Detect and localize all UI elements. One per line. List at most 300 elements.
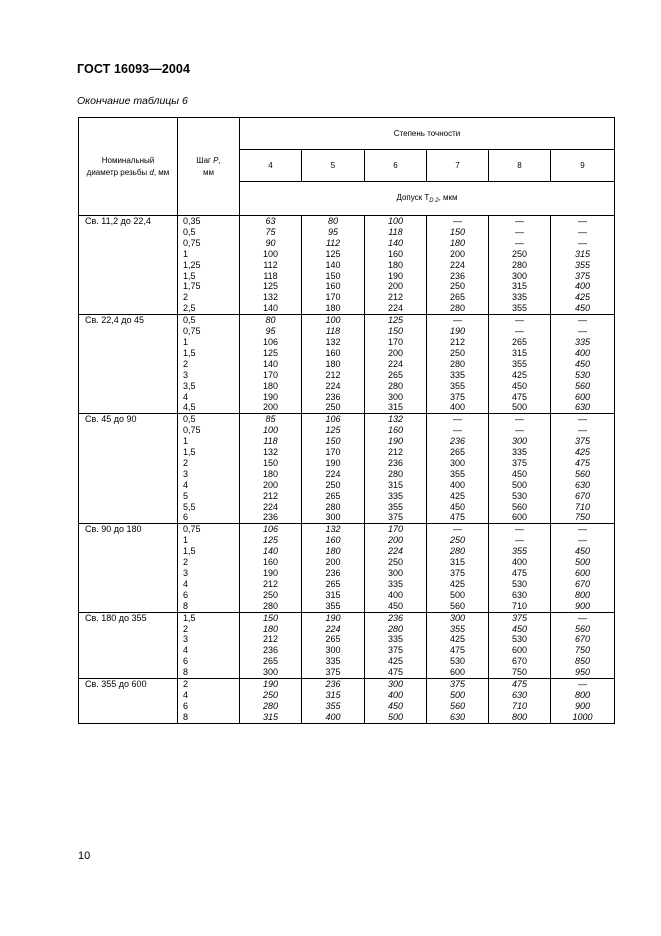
tolerance-value: 63 xyxy=(265,216,276,226)
tolerance-column-cell xyxy=(489,524,551,612)
tolerance-value: — xyxy=(453,524,462,535)
tolerance-value: 300 xyxy=(511,436,528,447)
tolerance-value: — xyxy=(453,414,462,425)
diameter-header-unit: , мм xyxy=(153,167,170,177)
pitch-value: 4 xyxy=(183,391,189,402)
tolerance-value: — xyxy=(515,315,524,326)
pitch-value: 1,75 xyxy=(183,281,201,292)
tolerance-value: 250 xyxy=(325,402,341,413)
tolerance-value: 280 xyxy=(262,700,279,711)
tolerance-value: 140 xyxy=(262,303,279,314)
tolerance-prefix: Допуск T xyxy=(396,193,430,202)
tolerance-value: 450 xyxy=(511,468,528,479)
tolerance-value: 530 xyxy=(449,656,466,667)
tolerance-value: — xyxy=(578,524,587,535)
tolerance-value: 170 xyxy=(325,292,341,303)
tolerance-value: 118 xyxy=(263,270,278,281)
tolerance-value: 95 xyxy=(327,226,338,237)
tolerance-column-cell xyxy=(427,524,489,612)
tolerance-value: 355 xyxy=(511,303,528,314)
tolerance-value: 355 xyxy=(511,358,528,369)
tolerance-value: 180 xyxy=(325,358,341,369)
tolerance-value: 375 xyxy=(511,612,528,623)
tolerance-value: 355 xyxy=(449,380,466,391)
diameter-range-cell: Св. 355 до 600 xyxy=(79,679,178,724)
tolerance-value: 250 xyxy=(325,479,341,490)
tolerance-value: 900 xyxy=(574,700,591,711)
tolerance-value: 250 xyxy=(449,281,466,292)
tolerance-value: 670 xyxy=(574,490,591,501)
tolerance-column-cell xyxy=(302,315,365,414)
tolerance-value: 355 xyxy=(325,600,341,611)
tolerance-value: 375 xyxy=(574,270,591,281)
tolerance-value: 630 xyxy=(574,479,591,490)
tolerance-value: 850 xyxy=(574,656,591,667)
tolerance-column-cell xyxy=(240,315,302,414)
tolerance-value: 450 xyxy=(449,501,466,512)
document-title: ГОСТ 16093—2004 xyxy=(77,62,191,76)
pitch-value: 4 xyxy=(183,645,189,656)
tolerance-value: 250 xyxy=(449,535,466,546)
tolerance-value: 560 xyxy=(574,380,591,391)
tolerance-value: 160 xyxy=(325,535,341,546)
tolerance-value: 450 xyxy=(511,623,528,634)
tolerance-value: 224 xyxy=(387,303,404,314)
tolerance-value: 100 xyxy=(262,425,279,436)
tolerance-value: 315 xyxy=(449,557,466,568)
tolerance-column-cell xyxy=(489,315,551,414)
pitch-value: 1 xyxy=(183,535,189,546)
tolerance-value: 106 xyxy=(262,336,279,347)
tolerance-value: 560 xyxy=(511,501,528,512)
grade-header-cell: 4 xyxy=(240,150,302,182)
tolerance-unit: , мкм xyxy=(438,193,458,202)
tolerance-column-cell xyxy=(551,612,615,678)
pitch-value: 0,75 xyxy=(183,237,201,248)
pitch-value: 2 xyxy=(183,292,189,303)
diameter-group-row xyxy=(79,524,615,612)
tolerance-value: 212 xyxy=(325,369,341,380)
tolerance-value: 300 xyxy=(387,568,404,578)
tolerance-value: 375 xyxy=(511,457,528,468)
tolerance-value: 224 xyxy=(325,468,341,479)
pitch-value: 6 xyxy=(183,700,189,711)
tolerance-value: 300 xyxy=(262,667,279,678)
tolerance-value: 500 xyxy=(574,557,591,568)
pitch-header-var: P xyxy=(213,156,219,166)
tolerance-value: 800 xyxy=(574,689,591,700)
pitch-value: 1,5 xyxy=(183,546,196,557)
tolerance-column-cell xyxy=(551,315,615,414)
tolerance-value: 100 xyxy=(325,315,341,326)
tolerance-value: 118 xyxy=(388,226,403,237)
tolerance-column-cell xyxy=(240,414,302,524)
diameter-range-cell: Св. 90 до 180 xyxy=(79,524,178,612)
tolerance-value: 190 xyxy=(325,612,341,623)
pitch-value: 1,5 xyxy=(183,447,196,458)
tolerance-column-cell xyxy=(551,524,615,612)
tolerance-value: 170 xyxy=(387,336,404,347)
tolerance-value: 180 xyxy=(262,380,279,391)
grade-header-cell: 9 xyxy=(551,150,615,182)
tolerance-column-cell xyxy=(302,524,365,612)
pitch-value: 3 xyxy=(183,634,189,645)
tolerance-value: 100 xyxy=(387,216,404,226)
tolerance-value: 375 xyxy=(574,436,591,447)
tolerance-value: — xyxy=(515,216,524,226)
tolerance-value: 315 xyxy=(574,248,591,259)
tolerance-value: 560 xyxy=(574,623,591,634)
tolerance-value: — xyxy=(515,414,524,425)
tolerance-value: 375 xyxy=(387,512,404,523)
tolerance-value: 335 xyxy=(387,634,404,645)
tolerance-value: 950 xyxy=(574,667,591,678)
tolerance-value: 150 xyxy=(387,326,404,337)
diameter-range-cell: Св. 180 до 355 xyxy=(79,612,178,678)
tolerance-value: 132 xyxy=(387,414,404,425)
pitch-value: 2 xyxy=(183,679,189,690)
tolerance-value: 118 xyxy=(263,436,278,447)
tolerance-value: 265 xyxy=(449,292,466,303)
pitch-value: 1,5 xyxy=(183,270,196,281)
diameter-group-row xyxy=(79,315,615,414)
tolerance-value: 224 xyxy=(325,623,341,634)
tolerance-value: 95 xyxy=(265,326,276,337)
tolerance-value: 400 xyxy=(325,711,341,722)
pitch-column-header: Шаг P, мм xyxy=(178,118,240,216)
tolerance-value: 132 xyxy=(325,336,341,347)
pitch-value: 6 xyxy=(183,656,189,667)
tolerance-value: 200 xyxy=(387,281,404,292)
tolerance-value: 236 xyxy=(449,436,466,447)
tolerance-value: 335 xyxy=(511,447,528,458)
tolerance-value: 400 xyxy=(449,479,466,490)
pitch-value: 8 xyxy=(183,600,189,611)
pitch-list-cell xyxy=(178,612,240,678)
tolerance-value: 160 xyxy=(262,557,279,568)
tolerance-value: 100 xyxy=(262,248,279,259)
tolerance-value: — xyxy=(453,216,462,226)
tolerance-value: 400 xyxy=(387,689,404,700)
tolerance-value: 475 xyxy=(449,645,466,656)
tolerance-column-cell xyxy=(365,315,427,414)
tolerance-value: 670 xyxy=(574,634,591,645)
tolerance-value: 212 xyxy=(262,578,279,589)
diameter-header-var: d xyxy=(149,167,154,177)
tolerance-value: 800 xyxy=(574,589,591,600)
tolerance-value: 315 xyxy=(325,689,341,700)
tolerance-table xyxy=(78,117,615,724)
tolerance-value: 500 xyxy=(511,402,528,413)
tolerance-value: 425 xyxy=(449,490,466,501)
pitch-header-line1: Шаг xyxy=(196,156,211,166)
tolerance-value: 75 xyxy=(265,226,276,237)
tolerance-value: 280 xyxy=(387,468,404,479)
pitch-list-cell xyxy=(178,315,240,414)
tolerance-column-cell xyxy=(365,414,427,524)
tolerance-value: 280 xyxy=(325,501,341,512)
tolerance-column-cell xyxy=(551,679,615,724)
tolerance-value: 450 xyxy=(387,600,404,611)
tolerance-value: 355 xyxy=(449,623,466,634)
pitch-value: 1,25 xyxy=(183,259,201,270)
tolerance-value: 335 xyxy=(574,336,591,347)
tolerance-value: 475 xyxy=(574,457,591,468)
tolerance-value: 280 xyxy=(449,358,466,369)
tolerance-value: 375 xyxy=(449,679,466,690)
tolerance-value: 355 xyxy=(387,501,404,512)
tolerance-value: 335 xyxy=(449,369,466,380)
diameter-group-row xyxy=(79,612,615,678)
tolerance-value: 190 xyxy=(262,679,279,690)
tolerance-column-cell xyxy=(489,612,551,678)
tolerance-value: 200 xyxy=(325,557,341,568)
tolerance-value: 265 xyxy=(449,447,466,458)
tolerance-value: 265 xyxy=(387,369,404,380)
tolerance-value: — xyxy=(453,315,462,326)
tolerance-value: — xyxy=(515,425,524,436)
pitch-value: 3 xyxy=(183,568,189,578)
tolerance-value: 530 xyxy=(511,578,528,589)
tolerance-value: 150 xyxy=(325,436,341,447)
tolerance-value: 170 xyxy=(262,369,279,380)
tolerance-column-cell xyxy=(302,679,365,724)
grade-header-cell: 5 xyxy=(302,150,365,182)
tolerance-value: 132 xyxy=(262,292,279,303)
tolerance-value: 150 xyxy=(449,226,466,237)
tolerance-column-cell xyxy=(240,216,302,315)
pitch-value: 4 xyxy=(183,689,189,700)
tolerance-value: 530 xyxy=(574,369,591,380)
tolerance-value: 375 xyxy=(325,667,341,678)
tolerance-value: 450 xyxy=(511,380,528,391)
tolerance-value: 160 xyxy=(387,248,404,259)
tolerance-value: 475 xyxy=(387,667,404,678)
page-number: 10 xyxy=(78,850,91,862)
tolerance-column-cell xyxy=(365,524,427,612)
tolerance-value: 212 xyxy=(387,292,404,303)
tolerance-value: 180 xyxy=(387,259,404,270)
pitch-value: 2 xyxy=(183,358,189,369)
diameter-group-row xyxy=(79,414,615,524)
tolerance-value: 375 xyxy=(449,568,466,578)
tolerance-value: 236 xyxy=(325,391,341,402)
tolerance-value: — xyxy=(515,524,524,535)
tolerance-value: 212 xyxy=(262,634,279,645)
tolerance-value: 180 xyxy=(449,237,466,248)
tolerance-value: 560 xyxy=(574,468,591,479)
accuracy-grade-header: Степень точности xyxy=(240,118,615,150)
pitch-value: 4,5 xyxy=(183,402,196,413)
diameter-range-cell: Св. 11,2 до 22,4 xyxy=(79,216,178,315)
tolerance-value: 600 xyxy=(511,512,528,523)
tolerance-value: 1000 xyxy=(572,711,593,722)
tolerance-value: 400 xyxy=(387,589,404,600)
diameter-header-line2: диаметр резьбы xyxy=(86,167,148,177)
tolerance-value: 190 xyxy=(262,568,279,578)
tolerance-value: 500 xyxy=(387,711,404,722)
tolerance-value: 600 xyxy=(574,391,591,402)
pitch-value: 0,35 xyxy=(183,216,201,226)
tolerance-value: 106 xyxy=(262,524,279,535)
tolerance-value: 475 xyxy=(511,679,528,690)
tolerance-value: 475 xyxy=(511,568,528,578)
pitch-header-unit: мм xyxy=(203,167,214,177)
tolerance-value: 125 xyxy=(262,347,279,358)
pitch-value: 1 xyxy=(183,436,189,447)
tolerance-subscript: D 2 xyxy=(429,198,439,204)
tolerance-value: 300 xyxy=(387,679,404,690)
pitch-value: 8 xyxy=(183,667,189,678)
tolerance-value: 280 xyxy=(511,259,528,270)
pitch-value: 0,5 xyxy=(183,414,196,425)
grade-header-cell: 8 xyxy=(489,150,551,182)
tolerance-value: 125 xyxy=(325,425,341,436)
tolerance-value: 630 xyxy=(574,402,591,413)
tolerance-value: 236 xyxy=(325,568,341,578)
tolerance-value: 560 xyxy=(449,600,466,611)
pitch-value: 4 xyxy=(183,479,189,490)
tolerance-value: 400 xyxy=(574,281,591,292)
pitch-value: 2 xyxy=(183,557,189,568)
grade-header-cell: 7 xyxy=(427,150,489,182)
tolerance-value: — xyxy=(515,326,524,337)
pitch-value: 0,75 xyxy=(183,524,201,535)
tolerance-value: 300 xyxy=(325,645,341,656)
tolerance-value: 160 xyxy=(387,425,404,436)
tolerance-value: 425 xyxy=(574,447,591,458)
tolerance-value: 335 xyxy=(387,490,404,501)
diameter-header-line1: Номинальный xyxy=(101,156,155,166)
tolerance-value: 710 xyxy=(511,600,528,611)
tolerance-value: 236 xyxy=(262,512,279,523)
tolerance-value: 300 xyxy=(449,457,466,468)
table-caption: Окончание таблицы 6 xyxy=(77,95,188,107)
tolerance-value: 600 xyxy=(574,568,591,578)
pitch-list-cell xyxy=(178,679,240,724)
diameter-group-row xyxy=(79,216,615,315)
tolerance-value: 425 xyxy=(511,369,528,380)
tolerance-value: 140 xyxy=(262,358,279,369)
tolerance-value: 140 xyxy=(262,546,279,557)
tolerance-value: 425 xyxy=(449,634,466,645)
tolerance-value: 236 xyxy=(325,679,341,690)
tolerance-value: — xyxy=(453,425,462,436)
tolerance-value: 315 xyxy=(325,589,341,600)
tolerance-value: 600 xyxy=(511,645,528,656)
tolerance-value: 265 xyxy=(325,490,341,501)
tolerance-column-cell xyxy=(489,216,551,315)
tolerance-value: 375 xyxy=(449,391,466,402)
tolerance-value: 500 xyxy=(449,589,466,600)
tolerance-value: 250 xyxy=(449,347,466,358)
tolerance-value: 300 xyxy=(511,270,528,281)
tolerance-value: 212 xyxy=(262,490,279,501)
tolerance-value: — xyxy=(578,216,587,226)
tolerance-value: 355 xyxy=(574,259,591,270)
tolerance-value: 250 xyxy=(511,248,528,259)
tolerance-value: 280 xyxy=(262,600,279,611)
tolerance-value: — xyxy=(578,326,587,337)
tolerance-value: 125 xyxy=(387,315,404,326)
pitch-value: 6 xyxy=(183,512,189,523)
tolerance-value: 150 xyxy=(262,457,279,468)
tolerance-value: 315 xyxy=(387,479,404,490)
tolerance-value: 224 xyxy=(325,380,341,391)
tolerance-value: — xyxy=(578,535,587,546)
pitch-value: 2,5 xyxy=(183,303,196,314)
grade-header-cell: 6 xyxy=(365,150,427,182)
tolerance-value: 80 xyxy=(327,216,338,226)
pitch-value: 3,5 xyxy=(183,380,196,391)
tolerance-value: 355 xyxy=(449,468,466,479)
tolerance-column-cell xyxy=(489,679,551,724)
tolerance-value: 335 xyxy=(511,292,528,303)
tolerance-column-cell xyxy=(240,524,302,612)
tolerance-value: 180 xyxy=(262,623,279,634)
tolerance-value: 560 xyxy=(449,700,466,711)
tolerance-value: 630 xyxy=(511,689,528,700)
tolerance-value: — xyxy=(578,414,587,425)
tolerance-value: 335 xyxy=(325,656,341,667)
tolerance-value: 125 xyxy=(262,535,279,546)
tolerance-value: 475 xyxy=(511,391,528,402)
tolerance-value: 425 xyxy=(449,578,466,589)
tolerance-value: 170 xyxy=(325,447,341,458)
tolerance-value: 280 xyxy=(449,303,466,314)
tolerance-value: — xyxy=(578,679,587,690)
tolerance-value: 200 xyxy=(387,535,404,546)
tolerance-value: 265 xyxy=(262,656,279,667)
tolerance-column-cell xyxy=(240,679,302,724)
tolerance-value: 106 xyxy=(325,414,341,425)
tolerance-value: 265 xyxy=(511,336,528,347)
tolerance-value: 118 xyxy=(325,326,341,337)
diameter-range-cell: Св. 45 до 90 xyxy=(79,414,178,524)
diameter-group-row xyxy=(79,679,615,724)
diameter-column-header xyxy=(79,118,178,216)
tolerance-value: — xyxy=(578,315,587,326)
tolerance-value: 265 xyxy=(325,578,341,589)
pitch-value: 5 xyxy=(183,490,189,501)
tolerance-value: 224 xyxy=(262,501,279,512)
tolerance-value: 250 xyxy=(387,557,404,568)
tolerance-value: 475 xyxy=(449,512,466,523)
tolerance-value: 630 xyxy=(511,589,528,600)
tolerance-value: 250 xyxy=(262,589,279,600)
tolerance-value: 200 xyxy=(449,248,466,259)
tolerance-value: — xyxy=(515,535,524,546)
tolerance-value: 180 xyxy=(262,468,279,479)
tolerance-value: 315 xyxy=(511,347,528,358)
tolerance-value: 190 xyxy=(262,391,279,402)
tolerance-value: 450 xyxy=(574,546,591,557)
tolerance-column-cell xyxy=(427,679,489,724)
tolerance-value: 400 xyxy=(511,557,528,568)
tolerance-value: 530 xyxy=(511,490,528,501)
tolerance-value: 250 xyxy=(262,689,279,700)
tolerance-value: 224 xyxy=(387,358,404,369)
tolerance-value: 425 xyxy=(387,656,404,667)
tolerance-value: 500 xyxy=(511,479,528,490)
tolerance-value: 200 xyxy=(262,479,279,490)
pitch-list-cell xyxy=(178,216,240,315)
pitch-value: 1 xyxy=(183,248,189,259)
tolerance-value: 160 xyxy=(325,347,341,358)
tolerance-value: 200 xyxy=(387,347,404,358)
tolerance-column-cell xyxy=(365,612,427,678)
tolerance-value: 190 xyxy=(325,457,341,468)
